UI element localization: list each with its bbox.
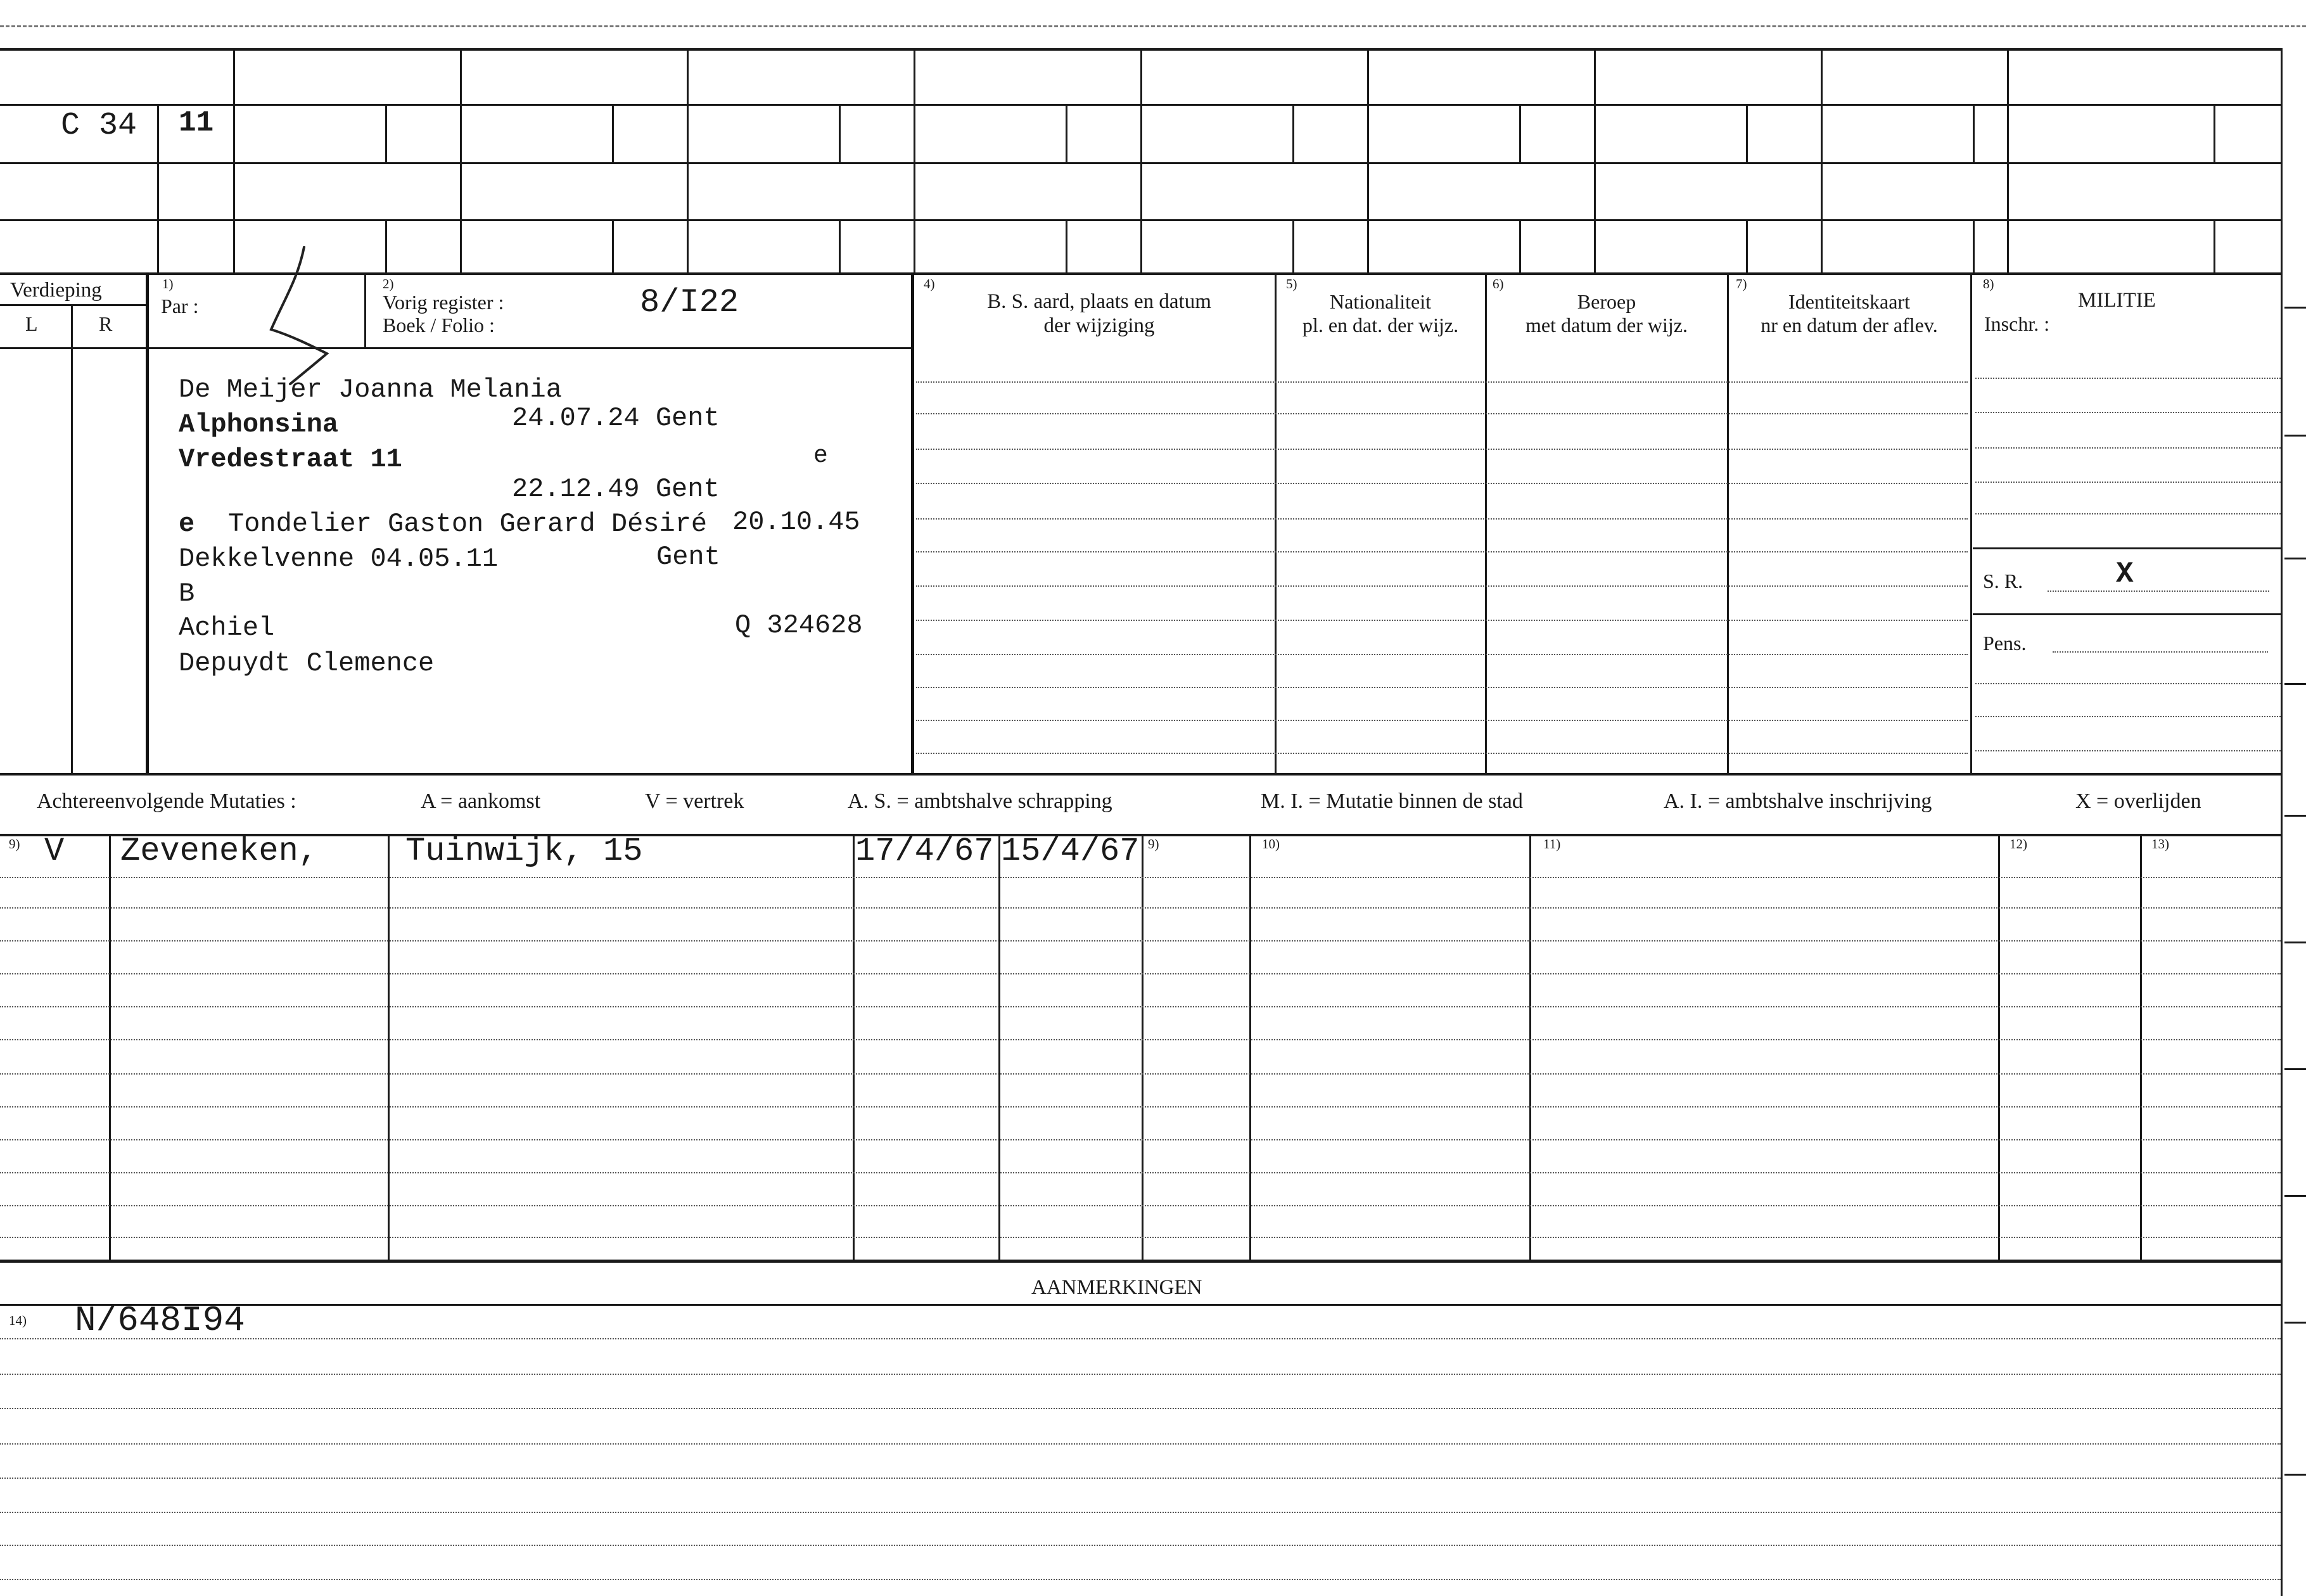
remarks-num: 14) — [9, 1313, 27, 1328]
legend-aankomst: A = aankomst — [421, 789, 541, 813]
par-label: Par : — [161, 295, 199, 317]
bs-header-line1: B. S. aard, plaats en datum — [987, 290, 1211, 313]
mut-col7-num: 11) — [1543, 836, 1561, 852]
mutation-place: Zeveneken, — [120, 833, 319, 870]
beroep-num: 6) — [1493, 276, 1504, 291]
mutations-top-line — [0, 834, 2281, 836]
header-bottom-line — [0, 347, 912, 349]
mut-col6-num: 10) — [1262, 836, 1280, 852]
nat-header-line1: Nationaliteit — [1330, 290, 1431, 313]
spouse-name: Tondelier Gaston Gerard Désiré — [228, 509, 708, 539]
spouse-place: Gent — [656, 542, 720, 572]
mil-num: 8) — [1983, 276, 1994, 291]
bs-header — [925, 290, 1273, 338]
col-l-label: L — [25, 312, 38, 335]
nat-num: 5) — [1286, 276, 1297, 291]
vorig-num: 2) — [383, 276, 394, 291]
legend-mutatie: M. I. = Mutatie binnen de stad — [1261, 789, 1523, 813]
mut-col1-num: 9) — [9, 836, 20, 852]
remarks-value: N/648I94 — [75, 1300, 245, 1341]
legend-vertrek: V = vertrek — [645, 789, 744, 813]
mut-col9-num: 13) — [2151, 836, 2169, 852]
spouse-prefix: e — [179, 509, 195, 539]
id-header-line1: Identiteitskaart — [1788, 290, 1910, 313]
legend-overlijden: X = overlijden — [2075, 789, 2201, 813]
card-number: 11 — [179, 106, 214, 139]
spouse-birthplace: Dekkelvenne 04.05.11 — [179, 544, 499, 574]
bs-header-line2: der wijziging — [1043, 314, 1155, 337]
verdieping-label: Verdieping — [10, 279, 102, 302]
mutation-street: Tuinwijk, 15 — [405, 833, 643, 870]
pens-label: Pens. — [1983, 632, 2027, 654]
scan-edge — [0, 25, 2306, 27]
vorig-register-label: Vorig register : — [383, 291, 504, 314]
sr-label: S. R. — [1983, 570, 2023, 592]
id-header-line2: nr en datum der aflev. — [1761, 313, 1938, 336]
person-address: Vredestraat 11 — [179, 444, 402, 475]
id-header — [1730, 290, 1969, 337]
mut-col8-num: 12) — [2010, 836, 2027, 852]
mutation-date1: 17/4/67 — [855, 833, 994, 870]
col-r-label: R — [99, 312, 113, 335]
mutation-type: V — [44, 833, 65, 870]
mutations-bottom-line — [0, 1260, 2281, 1263]
beroep-header — [1487, 290, 1726, 337]
nat-header — [1277, 290, 1484, 337]
par-num: 1) — [162, 276, 174, 291]
beroep-header-line1: Beroep — [1577, 290, 1636, 313]
inschr-label: Inschr. : — [1984, 312, 2050, 335]
militie-title: MILITIE — [2078, 289, 2156, 312]
remarks-title: AANMERKINGEN — [1031, 1276, 1202, 1299]
person-given-name: Alphonsina — [179, 409, 339, 440]
sr-value: X — [2116, 558, 2134, 591]
legend-inschrijving: A. I. = ambtshalve inschrijving — [1664, 789, 1932, 813]
lr-divider — [0, 304, 149, 306]
legend-title: Achtereenvolgende Mutaties : — [37, 789, 296, 813]
id-number: Q 324628 — [735, 610, 863, 641]
nat-header-line2: pl. en dat. der wijz. — [1302, 313, 1459, 336]
mutation-date2: 15/4/67 — [1001, 833, 1140, 870]
person-name-line: De Meijer Joanna Melania — [179, 374, 562, 405]
line-b: B — [179, 578, 195, 609]
mother-name: Depuydt Clemence — [179, 648, 435, 679]
par-handwritten-mark — [266, 241, 367, 393]
mut-col5-num: 9) — [1148, 836, 1159, 852]
vorig-register-value: 8/I22 — [640, 284, 739, 321]
beroep-header-line2: met datum der wijz. — [1526, 313, 1688, 336]
person-birth: 24.07.24 Gent — [512, 403, 720, 433]
marker-e: e — [813, 442, 828, 469]
remarks-header-line — [0, 1304, 2281, 1306]
spouse-date: 20.10.45 — [732, 507, 860, 537]
person-marriage: 22.12.49 Gent — [512, 474, 720, 504]
main-bottom-line — [0, 773, 2281, 776]
boek-folio-label: Boek / Folio : — [383, 314, 495, 336]
father-name: Achiel — [179, 613, 275, 643]
bs-num: 4) — [924, 276, 935, 291]
card-code: C 34 — [61, 108, 137, 144]
legend-schrapping: A. S. = ambtshalve schrapping — [848, 789, 1112, 813]
id-num: 7) — [1736, 276, 1747, 291]
